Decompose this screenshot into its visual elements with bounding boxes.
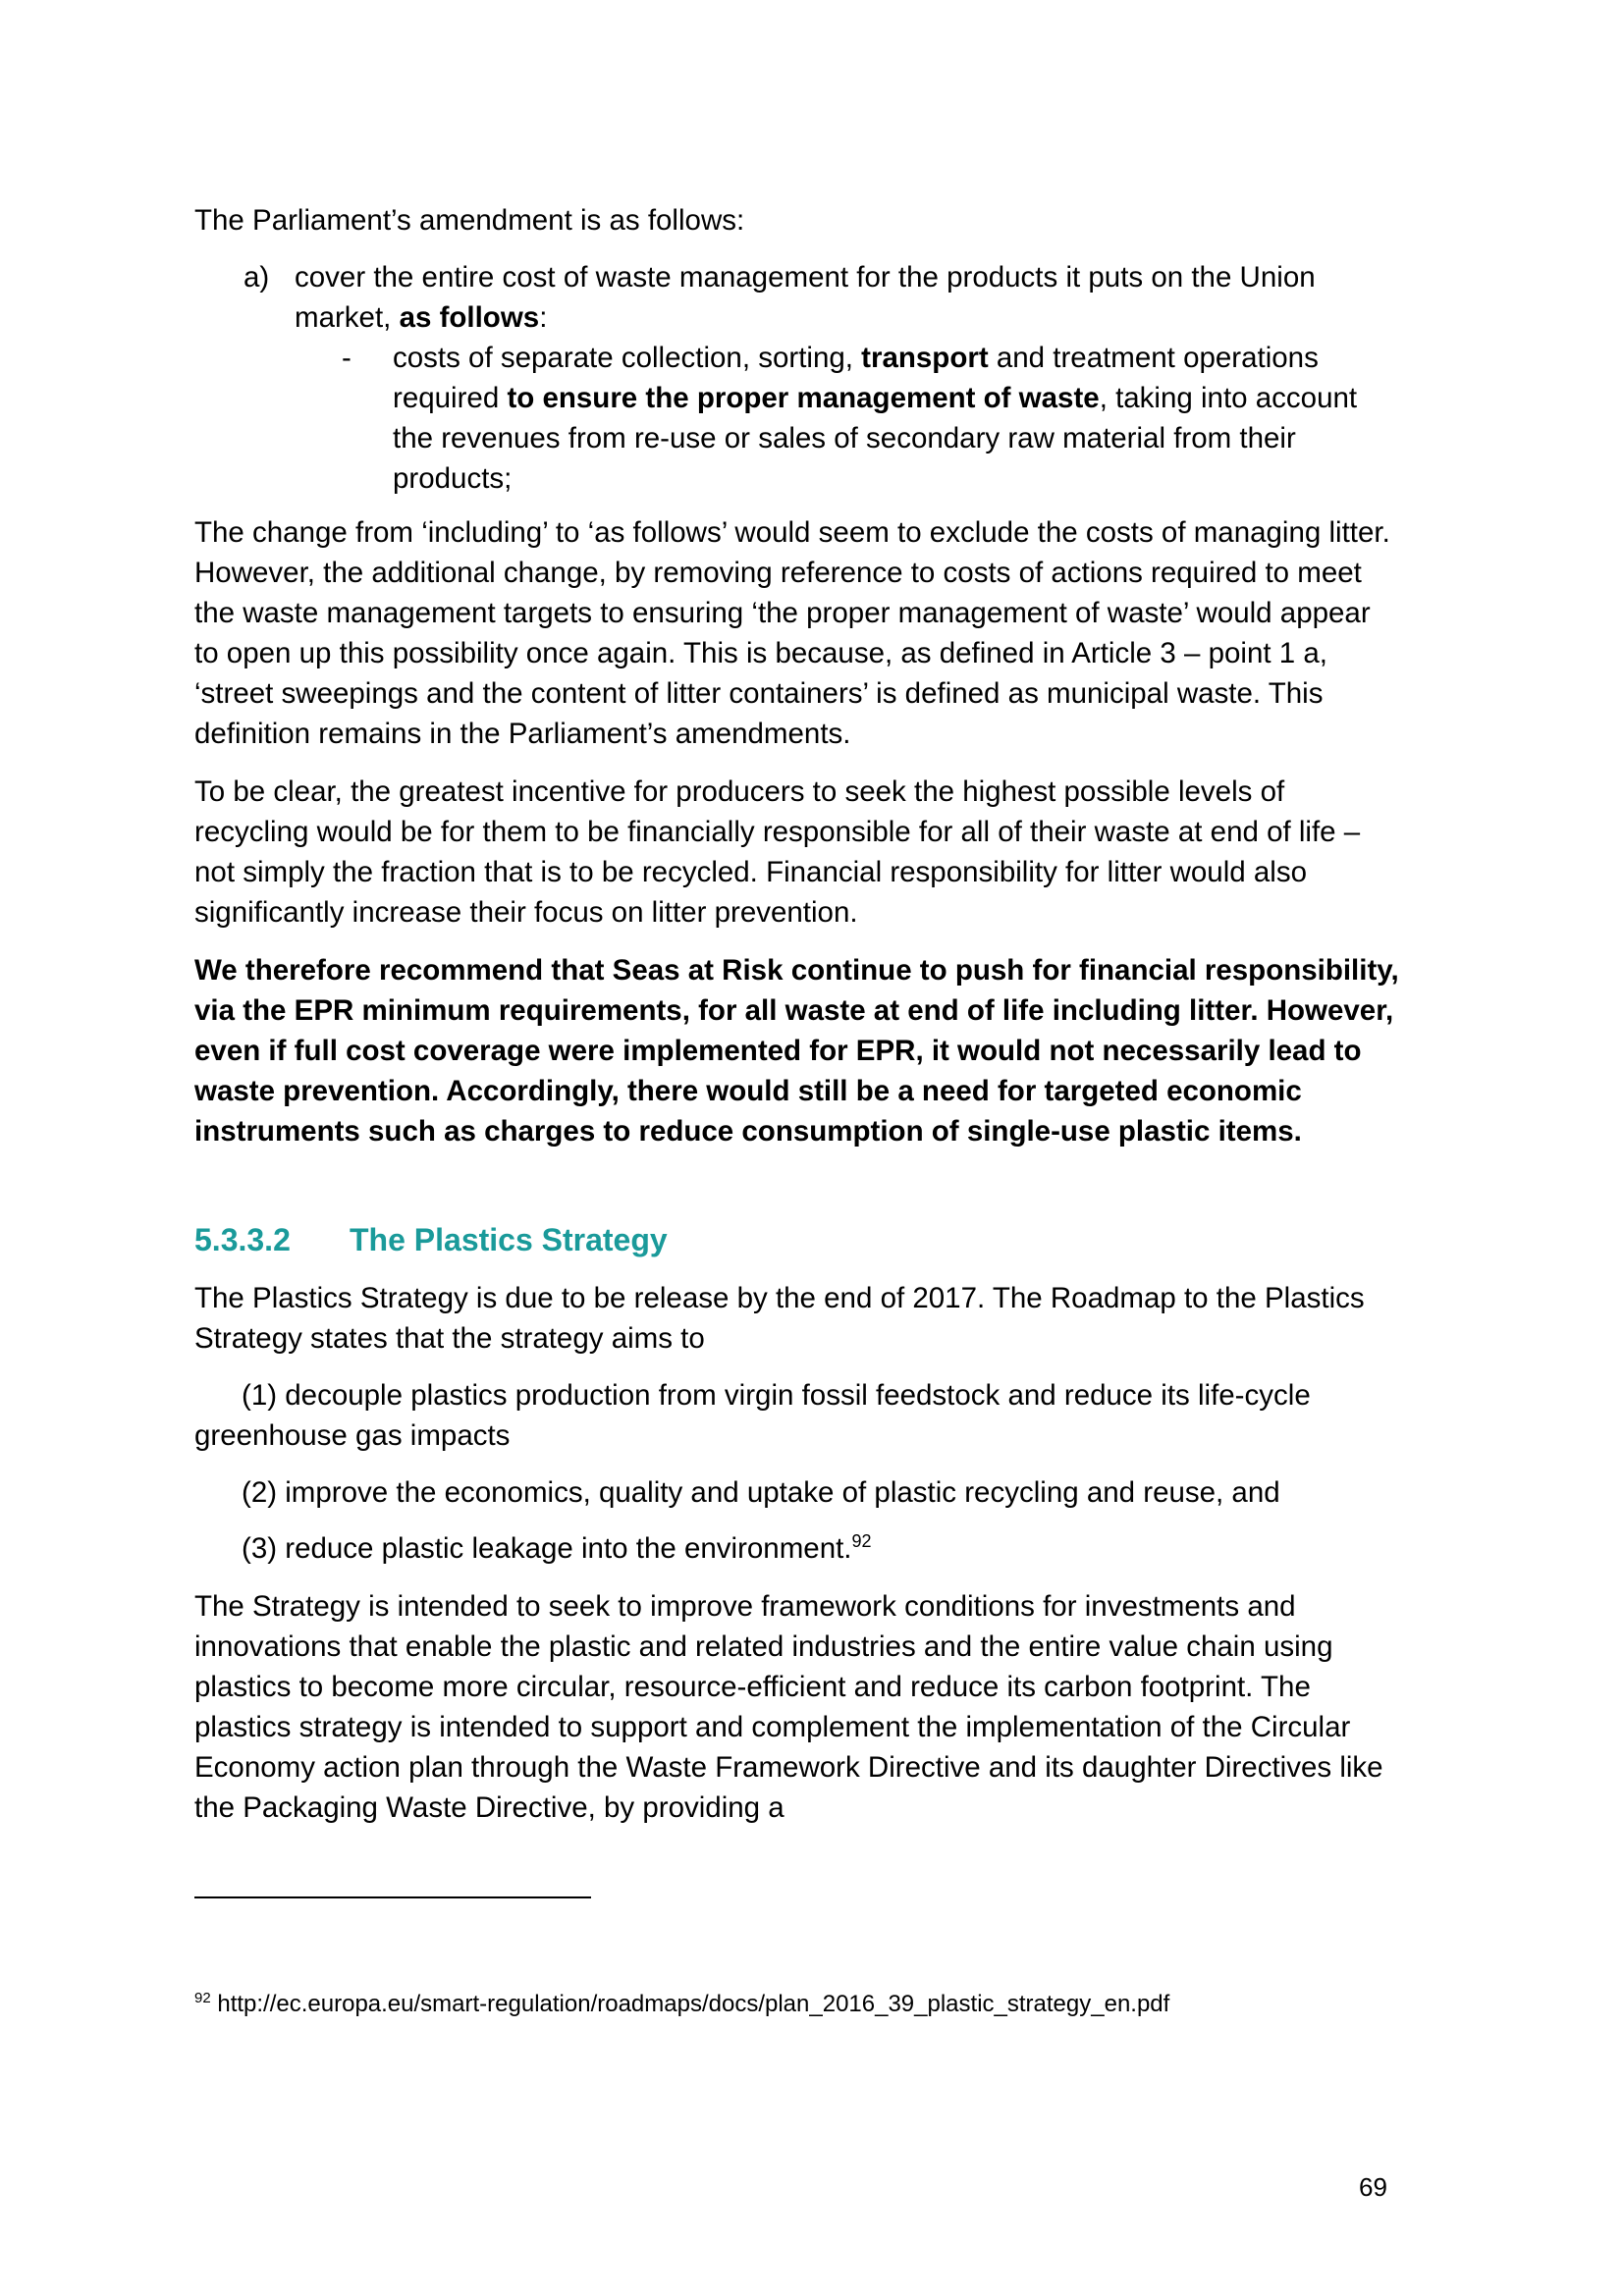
amendment-list bbox=[243, 257, 1402, 499]
dash-marker: - bbox=[342, 342, 352, 374]
subitem-bold-2: to ensure the proper management of waste bbox=[507, 382, 1100, 414]
subitem-text-3: , taking into account the revenues from re-use or sales of secondary raw material from their products; bbox=[393, 382, 1358, 495]
aim-1: (1) decouple plastics production from virgin fossil feedstock and reduce its life-cycle greenhouse gas impacts bbox=[194, 1379, 1311, 1452]
section-paragraph-2: The Strategy is intended to seek to improve framework conditions for investments and innovations that enable the plastic and related industries and the entire value chain using plastics to become more circular, resource-efficient and reduce its carbon footprint. The plastics strategy is intended to support and complement the implementation of the Circular Economy action plan through the Waste Framework Directive and its daughter Directives like the Packaging Waste Directive, by providing a bbox=[194, 1590, 1383, 1824]
aim-3 bbox=[194, 1528, 1402, 1569]
paragraph-1: The change from ‘including’ to ‘as follows’ would seem to exclude the costs of managing litter. However, the additional change, by removing reference to costs of actions required to meet the waste management targets to ensuring ‘the proper management of waste’ would appear to open up this possibility once again. This is because, as defined in Article 3 – point 1 a, ‘street sweepings and the content of litter containers’ is defined as municipal waste. This definition remains in the Parliament’s amendments. bbox=[194, 516, 1390, 750]
section-paragraph-1: The Plastics Strategy is due to be release by the end of 2017. The Roadmap to the Plastics Strategy states that the strategy aims to bbox=[194, 1282, 1365, 1355]
footnote bbox=[194, 1988, 1169, 2021]
footnote-number: 92 bbox=[194, 1990, 211, 2006]
list-marker: a) bbox=[243, 261, 270, 294]
page-number: 69 bbox=[1359, 2172, 1387, 2202]
aim-3-text: (3) reduce plastic leakage into the environment. bbox=[242, 1532, 852, 1565]
footnote-ref[interactable]: 92 bbox=[851, 1531, 872, 1552]
amendment-item bbox=[295, 257, 1402, 499]
amendment-text: cover the entire cost of waste management for the products it puts on the Union market, bbox=[295, 261, 1316, 334]
section-title: The Plastics Strategy bbox=[350, 1222, 668, 1257]
aim-2: (2) improve the economics, quality and uptake of plastic recycling and reuse, and bbox=[242, 1476, 1280, 1509]
recommendation-paragraph: We therefore recommend that Seas at Risk continue to push for financial responsibility, via the EPR minimum requirements, for all waste at end of life including litter. However, even if full cost coverage were implemented for EPR, it would not necessarily lead to waste prevention. Accordingly, there would still be a need for targeted economic instruments such as charges to reduce consumption of single-use plastic items. bbox=[194, 954, 1399, 1148]
footnote-divider bbox=[194, 1896, 591, 1898]
footnote-link[interactable]: http://ec.europa.eu/smart-regulation/roadmaps/docs/plan_2016_39_plastic_strategy_en.pdf bbox=[217, 1991, 1170, 2017]
paragraph-2: To be clear, the greatest incentive for producers to seek the highest possible levels of recycling would be for them to be financially responsible for all of their waste at end of life – not simply the fraction that is to be recycled. Financial responsibility for litter would also significantly increase their focus on litter prevention. bbox=[194, 775, 1361, 929]
section-heading bbox=[194, 1218, 668, 1261]
amendment-colon: : bbox=[539, 301, 548, 334]
amendment-subitem bbox=[342, 338, 1402, 499]
subitem-text-1: costs of separate collection, sorting, bbox=[393, 342, 862, 374]
intro-text: The Parliament’s amendment is as follows: bbox=[194, 204, 745, 237]
subitem-bold-1: transport bbox=[861, 342, 989, 374]
amendment-bold: as follows bbox=[399, 301, 540, 334]
section-number: 5.3.3.2 bbox=[194, 1222, 291, 1257]
subitem-text-2: and treatment operations required bbox=[393, 342, 1319, 414]
